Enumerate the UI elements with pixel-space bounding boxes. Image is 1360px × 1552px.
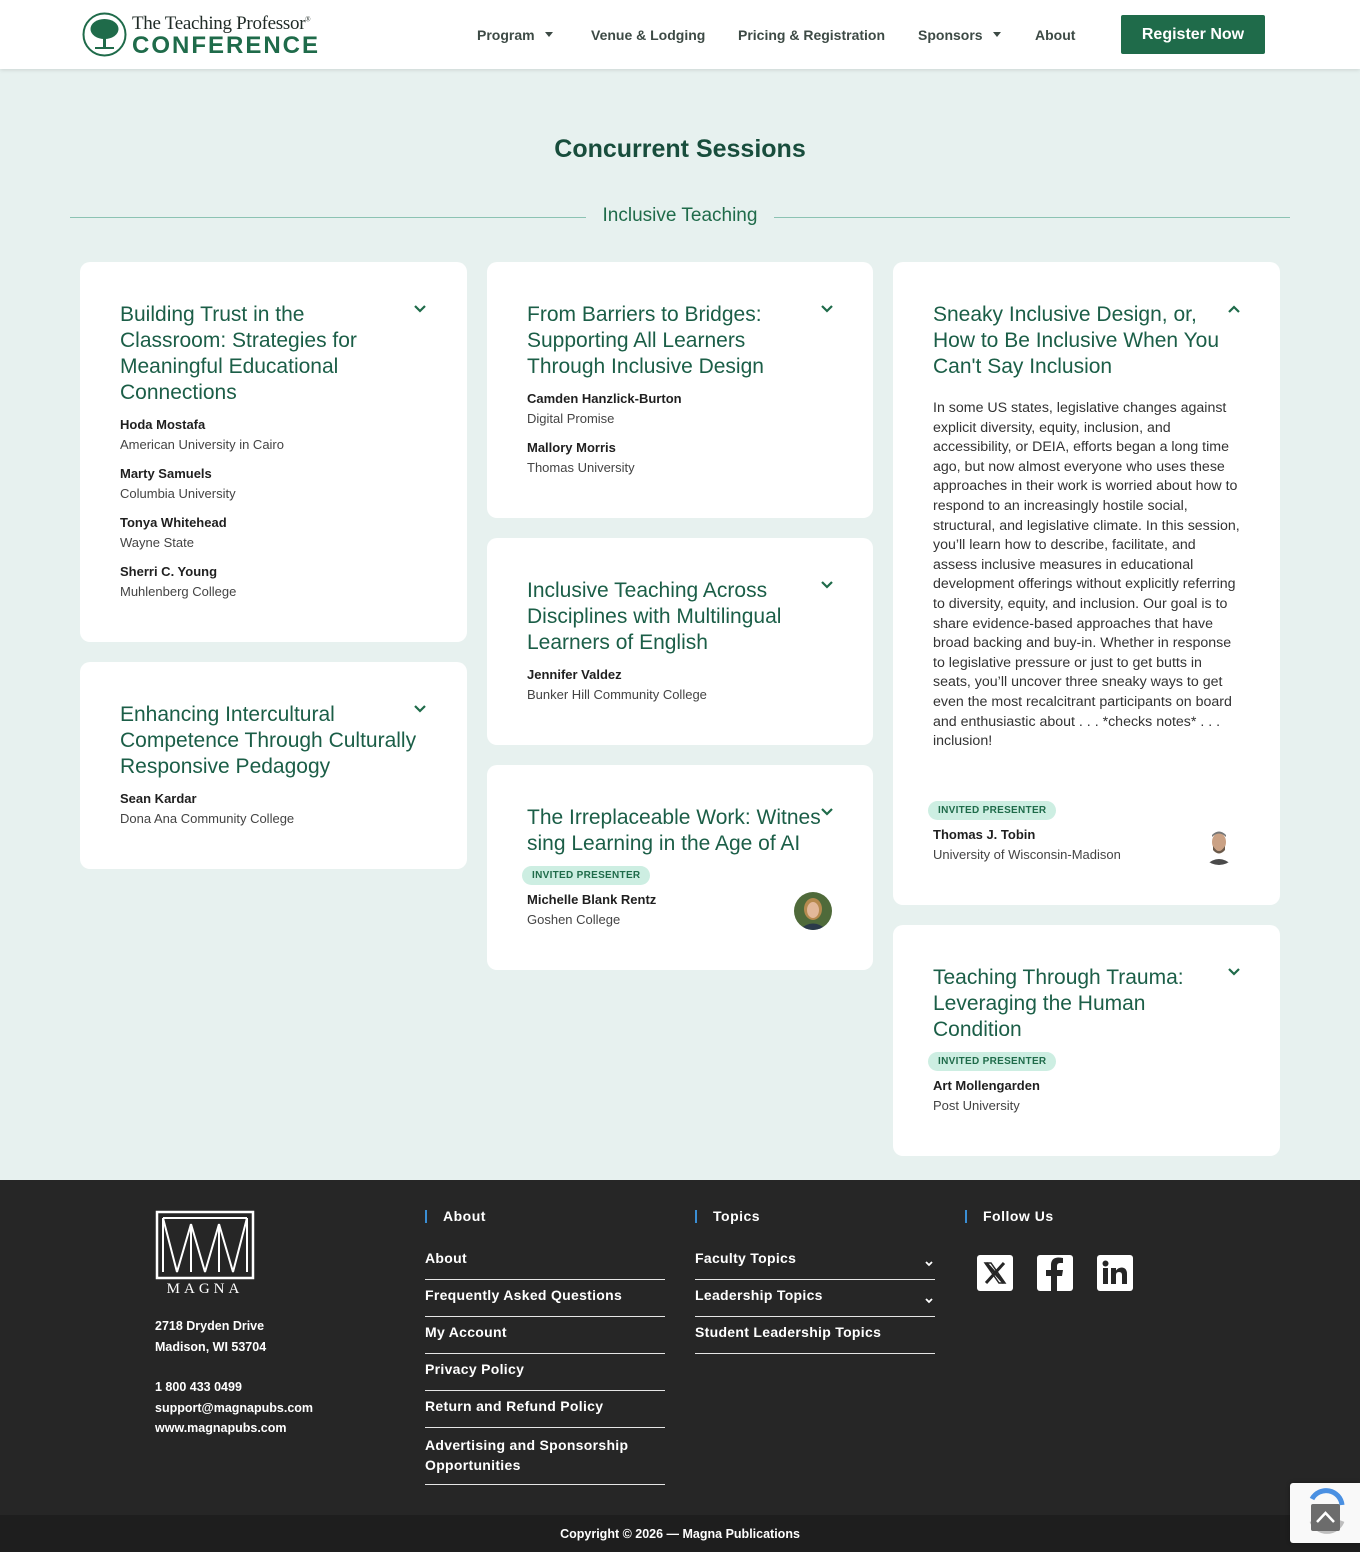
session-title[interactable]: Enhancing Intercultural Competence Through Culturally Responsive Pedagogy [120,703,417,778]
presenter-org: Wayne State [120,535,194,550]
address-line: 2718 Dryden Drive [155,1319,265,1333]
arrow-up-icon [1311,1504,1340,1531]
logo-title: The Teaching Professor® [132,13,311,34]
session-title[interactable]: Teaching Through Trauma: Leveraging the Human Condition [933,966,1184,1041]
caret-down-icon [993,32,1001,37]
nav-sponsors[interactable] [918,0,1001,69]
footer-link-label: Faculty Topics [695,1250,797,1266]
footer-link-leadership-topics[interactable] [695,1287,935,1317]
chevron-up-icon[interactable] [1227,302,1241,316]
facebook-icon[interactable] [1037,1255,1073,1291]
nav-venue[interactable]: Venue & Lodging [591,26,706,43]
chevron-down-icon[interactable] [820,578,834,592]
footer-link-faq[interactable]: Frequently Asked Questions [425,1287,665,1317]
session-title[interactable]: Inclusive Teaching Across Disciplines with Multilingual Learners of English [527,579,782,654]
presenter-name: Marty Samuels [120,466,212,481]
presenter-name: Tonya Whitehead [120,515,227,530]
footer-about-heading: About [425,1208,486,1224]
session-card[interactable] [487,538,873,745]
magna-logo[interactable] [155,1210,255,1300]
session-title[interactable]: Sneaky Inclusive Design, or, How to Be Inclusive When You Can't Say Inclusion [933,303,1220,378]
caret-down-icon [545,32,553,37]
presenter-avatar [1200,827,1238,865]
presenter-org: Post University [933,1098,1020,1113]
presenter-name: Jennifer Valdez [527,667,622,682]
session-title[interactable]: From Barriers to Bridges: Supporting All Learners Through Inclusive Design [527,303,764,378]
linkedin-icon[interactable] [1097,1255,1133,1291]
magna-logo-icon [155,1210,255,1280]
divider-line [774,217,1290,218]
session-card-expanded[interactable] [893,262,1280,905]
tree-logo-icon [82,12,127,57]
session-description: In some US states, legislative changes against explicit diversity, equity, inclusion, and accessibility, or DEIA, efforts began a long time ago, but now almost everyone who uses these approaches in their work is worried about how to respond to an increasingly hostile social, structural, and legislative climate. In this session, you’ll learn how to describe, facilitate, and assess inclusive measures in educational development offerings without explicitly referring to diversity, equity, and inclusion. Our goal is to share evidence-based approaches that have broad backing and buy-in. Whether in response to legislative pressure or just to get butts in seats, you’ll uncover three sneaky ways to get even the most recalcitrant participants on board and enthusiastic about . . . *checks notes* . . . inclusion! [933,400,1240,750]
footer-link-about[interactable]: About [425,1250,665,1280]
chevron-down-icon[interactable] [820,805,834,819]
presenter-avatar [794,892,832,930]
footer-link-privacy[interactable]: Privacy Policy [425,1361,665,1391]
chevron-down-icon [925,1260,933,1268]
copyright: Copyright © 2026 — Magna Publications [0,1515,1360,1552]
presenter-name: Mallory Morris [527,440,616,455]
session-card[interactable] [487,262,873,518]
invited-presenter-badge: INVITED PRESENTER [522,866,650,885]
email-link[interactable]: support@magnapubs.com [155,1401,314,1415]
presenter-name: Sherri C. Young [120,564,218,579]
footer-link-refund[interactable]: Return and Refund Policy [425,1398,665,1428]
nav-pricing[interactable]: Pricing & Registration [738,26,886,43]
session-title[interactable]: Building Trust in the Classroom: Strategies for Meaningful Educational Connections [120,303,357,404]
footer-link-label: Leadership Topics [695,1287,823,1303]
site-footer [0,1180,1360,1515]
scroll-to-top-button[interactable] [1311,1504,1340,1531]
presenter-org: American University in Cairo [120,437,284,452]
presenter-name: Michelle Blank Rentz [527,892,657,907]
session-card[interactable] [80,262,467,642]
session-card[interactable] [893,925,1280,1156]
footer-link-advertising[interactable]: Advertising and Sponsorship Opportunities [425,1435,665,1485]
presenter-name: Camden Hanzlick-Burton [527,391,682,406]
presenter-name: Thomas J. Tobin [933,827,1036,842]
footer-link-account[interactable]: My Account [425,1324,665,1354]
presenter-org: University of Wisconsin-Madison [933,847,1121,862]
footer-follow-heading: Follow Us [965,1208,1054,1224]
chevron-down-icon[interactable] [413,702,427,716]
session-card[interactable] [487,765,873,970]
presenter-org: Muhlenberg College [120,584,237,599]
presenter-org: Columbia University [120,486,236,501]
presenter-name: Hoda Mostafa [120,417,206,432]
nav-about[interactable]: About [1035,26,1076,43]
footer-link-student-leadership[interactable]: Student Leadership Topics [695,1324,935,1354]
chevron-down-icon[interactable] [413,302,427,316]
presenter-org: Digital Promise [527,411,615,426]
nav-program[interactable] [477,0,553,69]
nav-program-label: Program [477,26,535,43]
track-title: Inclusive Teaching [602,205,758,226]
session-card[interactable] [80,662,467,869]
site-header [0,0,1360,69]
register-now-button[interactable]: Register Now [1121,15,1265,54]
divider-line [70,217,586,218]
invited-presenter-badge: INVITED PRESENTER [928,801,1056,820]
session-title[interactable]: The Irreplaceable Work: Witnessing Learning in the Age of AI [527,806,821,855]
address-line: Madison, WI 53704 [155,1340,267,1354]
conference-logo[interactable] [82,12,327,58]
nav-sponsors-label: Sponsors [918,26,983,43]
chevron-down-icon[interactable] [1227,965,1241,979]
logo-subtitle: CONFERENCE [132,32,321,59]
footer-link-faculty-topics[interactable] [695,1250,935,1280]
presenter-org: Goshen College [527,912,621,927]
presenter-org: Thomas University [527,460,635,475]
footer-topics-heading: Topics [695,1208,760,1224]
magna-wordmark: MAGNA [166,1281,244,1297]
phone-link[interactable]: 1 800 433 0499 [155,1380,242,1394]
presenter-name: Art Mollengarden [933,1078,1040,1093]
presenter-org: Dona Ana Community College [120,811,295,826]
invited-presenter-badge: INVITED PRESENTER [928,1052,1056,1071]
presenter-org: Bunker Hill Community College [527,687,707,702]
chevron-down-icon[interactable] [820,302,834,316]
x-twitter-icon[interactable] [977,1255,1013,1291]
chevron-down-icon [925,1297,933,1305]
website-link[interactable]: www.magnapubs.com [155,1421,287,1435]
presenter-name: Sean Kardar [120,791,197,806]
page-title: Concurrent Sessions [554,135,806,163]
